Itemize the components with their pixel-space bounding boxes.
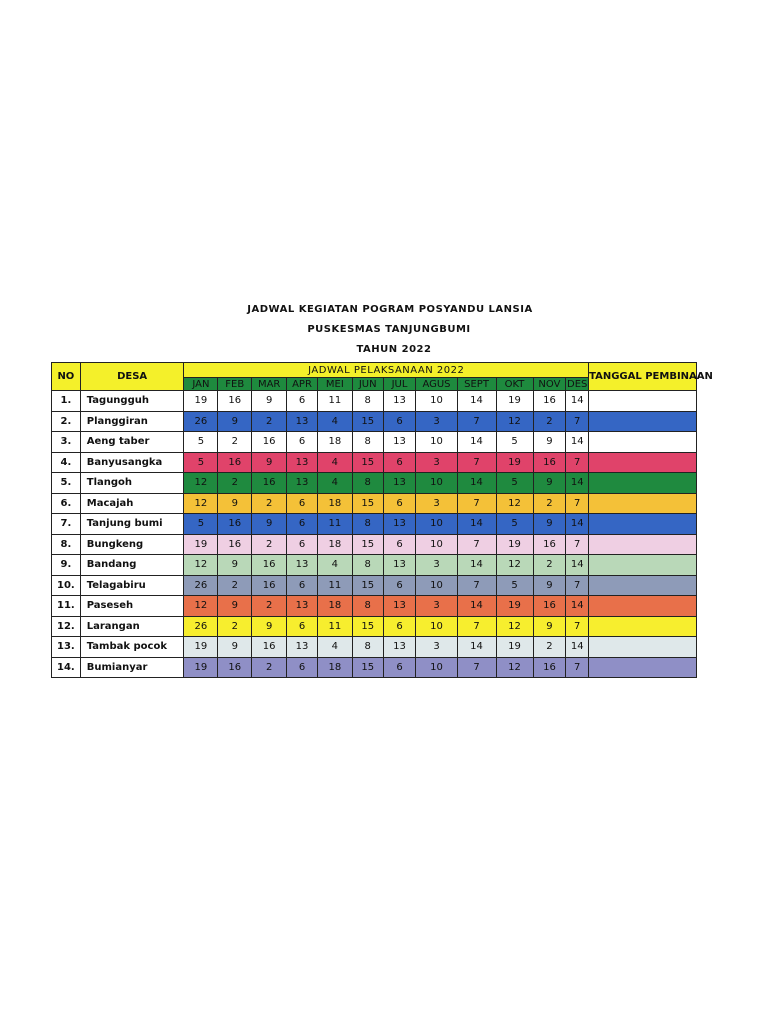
schedule-cell: 2	[218, 473, 252, 494]
schedule-cell: 7	[566, 575, 589, 596]
schedule-cell: 5	[184, 452, 218, 473]
schedule-cell: 3	[416, 637, 457, 658]
schedule-cell: 15	[352, 411, 383, 432]
table-row	[52, 657, 697, 678]
schedule-cell: 5	[184, 514, 218, 535]
row-number: 12.	[52, 616, 81, 637]
schedule-cell: 2	[252, 657, 287, 678]
schedule-cell: 6	[287, 514, 318, 535]
schedule-cell: 16	[218, 391, 252, 412]
row-desa: Bandang	[80, 555, 184, 576]
schedule-cell: 14	[566, 473, 589, 494]
header-tanggal-pembinaan: TANGGAL PEMBINAAN	[589, 363, 697, 391]
schedule-cell: 16	[252, 432, 287, 453]
row-desa: Telagabiru	[80, 575, 184, 596]
schedule-cell: 4	[317, 555, 352, 576]
title-line-2: PUSKESMAS TANJUNGBUMI	[307, 324, 471, 335]
schedule-cell: 13	[287, 555, 318, 576]
month-header-apr: APR	[287, 378, 318, 391]
schedule-cell: 19	[184, 657, 218, 678]
schedule-cell: 6	[383, 657, 416, 678]
schedule-cell: 7	[566, 534, 589, 555]
row-desa: Bumianyar	[80, 657, 184, 678]
schedule-cell: 18	[317, 534, 352, 555]
schedule-cell: 15	[352, 534, 383, 555]
row-number: 1.	[52, 391, 81, 412]
schedule-cell: 8	[352, 473, 383, 494]
schedule-cell: 9	[252, 616, 287, 637]
row-tanggal-pembinaan	[589, 616, 697, 637]
schedule-cell: 3	[416, 596, 457, 617]
schedule-cell: 6	[287, 575, 318, 596]
schedule-cell: 26	[184, 575, 218, 596]
schedule-cell: 12	[184, 493, 218, 514]
schedule-cell: 7	[457, 575, 496, 596]
schedule-cell: 2	[218, 575, 252, 596]
schedule-cell: 13	[287, 637, 318, 658]
schedule-cell: 15	[352, 616, 383, 637]
schedule-cell: 16	[533, 452, 566, 473]
schedule-cell: 4	[317, 473, 352, 494]
schedule-cell: 6	[383, 493, 416, 514]
header-jadwal: JADWAL PELAKSANAAN 2022	[184, 363, 589, 378]
schedule-cell: 11	[317, 616, 352, 637]
schedule-cell: 6	[287, 616, 318, 637]
schedule-cell: 11	[317, 514, 352, 535]
month-header-des: DES	[567, 378, 588, 390]
table-row	[52, 391, 697, 412]
schedule-cell: 2	[252, 493, 287, 514]
schedule-cell: 2	[533, 493, 566, 514]
header-no: NO	[52, 363, 81, 391]
schedule-cell: 12	[184, 473, 218, 494]
schedule-cell: 6	[287, 534, 318, 555]
row-tanggal-pembinaan	[589, 596, 697, 617]
schedule-cell: 13	[383, 432, 416, 453]
schedule-cell: 12	[496, 555, 533, 576]
schedule-cell: 14	[457, 596, 496, 617]
title-line-1: JADWAL KEGIATAN POGRAM POSYANDU LANSIA	[247, 304, 533, 315]
row-desa: Aeng taber	[80, 432, 184, 453]
schedule-cell: 19	[184, 637, 218, 658]
schedule-cell: 14	[566, 514, 589, 535]
row-number: 4.	[52, 452, 81, 473]
schedule-cell: 8	[352, 596, 383, 617]
schedule-cell: 2	[218, 616, 252, 637]
schedule-cell: 8	[352, 555, 383, 576]
row-desa: Paseseh	[80, 596, 184, 617]
schedule-cell: 6	[383, 452, 416, 473]
schedule-cell: 7	[566, 493, 589, 514]
schedule-cell: 13	[287, 452, 318, 473]
schedule-cell: 5	[496, 575, 533, 596]
schedule-cell: 12	[496, 493, 533, 514]
title-line-3: TAHUN 2022	[356, 344, 432, 355]
schedule-cell: 14	[457, 473, 496, 494]
schedule-cell: 10	[416, 514, 457, 535]
schedule-cell: 8	[352, 391, 383, 412]
row-number: 9.	[52, 555, 81, 576]
row-number: 5.	[52, 473, 81, 494]
schedule-cell: 18	[317, 432, 352, 453]
month-header-sept: SEPT	[457, 378, 496, 391]
month-header-agus: AGUS	[416, 378, 457, 391]
schedule-cell: 15	[352, 657, 383, 678]
schedule-cell: 12	[184, 555, 218, 576]
schedule-cell: 13	[383, 555, 416, 576]
schedule-cell: 4	[317, 637, 352, 658]
schedule-cell: 12	[496, 657, 533, 678]
schedule-cell: 4	[317, 411, 352, 432]
row-number: 8.	[52, 534, 81, 555]
schedule-cell: 7	[457, 616, 496, 637]
schedule-cell: 4	[317, 452, 352, 473]
schedule-cell: 8	[352, 432, 383, 453]
schedule-cell: 11	[317, 575, 352, 596]
row-number: 6.	[52, 493, 81, 514]
schedule-cell: 8	[352, 514, 383, 535]
row-tanggal-pembinaan	[589, 452, 697, 473]
row-tanggal-pembinaan	[589, 637, 697, 658]
schedule-cell: 14	[566, 596, 589, 617]
schedule-cell: 3	[416, 493, 457, 514]
row-tanggal-pembinaan	[589, 555, 697, 576]
schedule-cell: 2	[252, 534, 287, 555]
row-tanggal-pembinaan	[589, 657, 697, 678]
row-desa: Larangan	[80, 616, 184, 637]
row-number: 2.	[52, 411, 81, 432]
schedule-cell: 7	[566, 657, 589, 678]
row-number: 10.	[52, 575, 81, 596]
month-header-okt: OKT	[496, 378, 533, 391]
row-tanggal-pembinaan	[589, 391, 697, 412]
table-row	[52, 534, 697, 555]
schedule-cell: 19	[184, 391, 218, 412]
row-tanggal-pembinaan	[589, 534, 697, 555]
schedule-cell: 6	[287, 432, 318, 453]
schedule-cell: 6	[383, 575, 416, 596]
schedule-cell: 2	[252, 596, 287, 617]
schedule-cell: 19	[496, 637, 533, 658]
schedule-cell: 9	[218, 411, 252, 432]
row-number: 14.	[52, 657, 81, 678]
schedule-cell: 6	[287, 493, 318, 514]
month-header-feb: FEB	[218, 378, 252, 391]
table-row	[52, 575, 697, 596]
schedule-cell: 7	[457, 534, 496, 555]
schedule-cell: 12	[496, 411, 533, 432]
schedule-cell: 13	[383, 514, 416, 535]
schedule-cell: 11	[317, 391, 352, 412]
schedule-cell: 15	[352, 493, 383, 514]
table-row	[52, 473, 697, 494]
schedule-cell: 9	[533, 473, 566, 494]
table-row	[52, 637, 697, 658]
table-row	[52, 596, 697, 617]
schedule-cell: 12	[496, 616, 533, 637]
row-tanggal-pembinaan	[589, 575, 697, 596]
schedule-cell: 12	[184, 596, 218, 617]
schedule-cell: 9	[218, 596, 252, 617]
schedule-cell: 9	[533, 616, 566, 637]
schedule-cell: 14	[457, 391, 496, 412]
schedule-cell: 9	[218, 555, 252, 576]
table-row	[52, 493, 697, 514]
schedule-cell: 5	[184, 432, 218, 453]
schedule-cell: 10	[416, 534, 457, 555]
row-desa: Tanjung bumi	[80, 514, 184, 535]
schedule-cell: 19	[496, 452, 533, 473]
schedule-cell: 16	[533, 657, 566, 678]
schedule-cell: 13	[287, 596, 318, 617]
schedule-cell: 14	[457, 432, 496, 453]
header-desa: DESA	[80, 363, 184, 391]
schedule-cell: 16	[533, 534, 566, 555]
row-tanggal-pembinaan	[589, 432, 697, 453]
schedule-cell: 14	[457, 555, 496, 576]
row-desa: Banyusangka	[80, 452, 184, 473]
schedule-table	[51, 362, 713, 678]
row-number: 13.	[52, 637, 81, 658]
row-desa: Bungkeng	[80, 534, 184, 555]
schedule-cell: 7	[566, 616, 589, 637]
schedule-cell: 9	[533, 575, 566, 596]
schedule-cell: 16	[218, 452, 252, 473]
schedule-cell: 7	[457, 452, 496, 473]
schedule-cell: 6	[383, 534, 416, 555]
schedule-cell: 14	[457, 637, 496, 658]
schedule-cell: 6	[383, 411, 416, 432]
schedule-cell: 13	[383, 473, 416, 494]
schedule-cell: 9	[218, 637, 252, 658]
schedule-cell: 26	[184, 616, 218, 637]
schedule-cell: 16	[252, 473, 287, 494]
schedule-cell: 2	[218, 432, 252, 453]
schedule-cell: 2	[252, 411, 287, 432]
schedule-cell: 9	[218, 493, 252, 514]
schedule-cell: 2	[533, 411, 566, 432]
row-tanggal-pembinaan	[589, 493, 697, 514]
schedule-cell: 16	[252, 555, 287, 576]
schedule-cell: 16	[218, 534, 252, 555]
schedule-cell: 13	[383, 637, 416, 658]
row-number: 3.	[52, 432, 81, 453]
schedule-cell: 19	[496, 534, 533, 555]
month-header-jun: JUN	[352, 378, 383, 391]
schedule-cell: 16	[252, 637, 287, 658]
schedule-cell: 3	[416, 555, 457, 576]
schedule-cell: 18	[317, 596, 352, 617]
schedule-cell: 5	[496, 514, 533, 535]
table-row	[52, 432, 697, 453]
schedule-cell: 14	[566, 555, 589, 576]
row-desa: Planggiran	[80, 411, 184, 432]
schedule-cell: 18	[317, 657, 352, 678]
schedule-cell: 10	[416, 473, 457, 494]
table-row	[52, 616, 697, 637]
schedule-cell: 10	[416, 575, 457, 596]
schedule-cell: 5	[496, 473, 533, 494]
schedule-cell: 16	[218, 657, 252, 678]
schedule-cell: 7	[566, 452, 589, 473]
schedule-cell: 5	[496, 432, 533, 453]
table-row	[52, 514, 697, 535]
schedule-cell: 9	[533, 432, 566, 453]
row-desa: Tambak pocok	[80, 637, 184, 658]
schedule-cell: 14	[566, 391, 589, 412]
schedule-cell: 2	[533, 555, 566, 576]
schedule-cell: 7	[566, 411, 589, 432]
schedule-cell: 14	[566, 637, 589, 658]
row-number: 7.	[52, 514, 81, 535]
schedule-cell: 6	[287, 391, 318, 412]
schedule-cell: 6	[287, 657, 318, 678]
month-header-mei: MEI	[317, 378, 352, 391]
schedule-cell: 7	[457, 657, 496, 678]
row-tanggal-pembinaan	[589, 514, 697, 535]
schedule-cell: 7	[457, 411, 496, 432]
schedule-cell: 14	[566, 432, 589, 453]
schedule-cell: 10	[416, 391, 457, 412]
schedule-cell: 15	[352, 575, 383, 596]
schedule-cell: 10	[416, 616, 457, 637]
schedule-cell: 18	[317, 493, 352, 514]
schedule-cell: 10	[416, 432, 457, 453]
schedule-cell: 13	[287, 473, 318, 494]
table-row	[52, 555, 697, 576]
row-desa: Tlangoh	[80, 473, 184, 494]
table-row	[52, 411, 697, 432]
schedule-cell: 10	[416, 657, 457, 678]
schedule-cell: 26	[184, 411, 218, 432]
schedule-cell: 9	[252, 391, 287, 412]
schedule-cell: 9	[252, 514, 287, 535]
month-header-mar: MAR	[252, 378, 287, 391]
schedule-cell: 19	[184, 534, 218, 555]
row-tanggal-pembinaan	[589, 473, 697, 494]
schedule-cell: 3	[416, 411, 457, 432]
schedule-cell: 19	[496, 596, 533, 617]
month-header-nov: NOV	[533, 378, 566, 391]
schedule-cell: 13	[383, 391, 416, 412]
row-desa: Tagungguh	[80, 391, 184, 412]
schedule-cell: 13	[383, 596, 416, 617]
table-row	[52, 452, 697, 473]
schedule-cell: 16	[533, 596, 566, 617]
schedule-cell: 15	[352, 452, 383, 473]
schedule-cell: 14	[457, 514, 496, 535]
schedule-cell: 8	[352, 637, 383, 658]
row-desa: Macajah	[80, 493, 184, 514]
month-header-jan: JAN	[184, 378, 218, 391]
row-tanggal-pembinaan	[589, 411, 697, 432]
schedule-cell: 6	[383, 616, 416, 637]
schedule-cell: 16	[533, 391, 566, 412]
schedule-cell: 19	[496, 391, 533, 412]
schedule-cell: 16	[252, 575, 287, 596]
schedule-cell: 9	[533, 514, 566, 535]
schedule-cell: 2	[533, 637, 566, 658]
document-title-block	[0, 300, 768, 360]
schedule-cell: 13	[287, 411, 318, 432]
schedule-cell: 7	[457, 493, 496, 514]
row-number: 11.	[52, 596, 81, 617]
month-header-jul: JUL	[383, 378, 416, 391]
schedule-cell: 16	[218, 514, 252, 535]
schedule-cell: 9	[252, 452, 287, 473]
schedule-cell: 3	[416, 452, 457, 473]
